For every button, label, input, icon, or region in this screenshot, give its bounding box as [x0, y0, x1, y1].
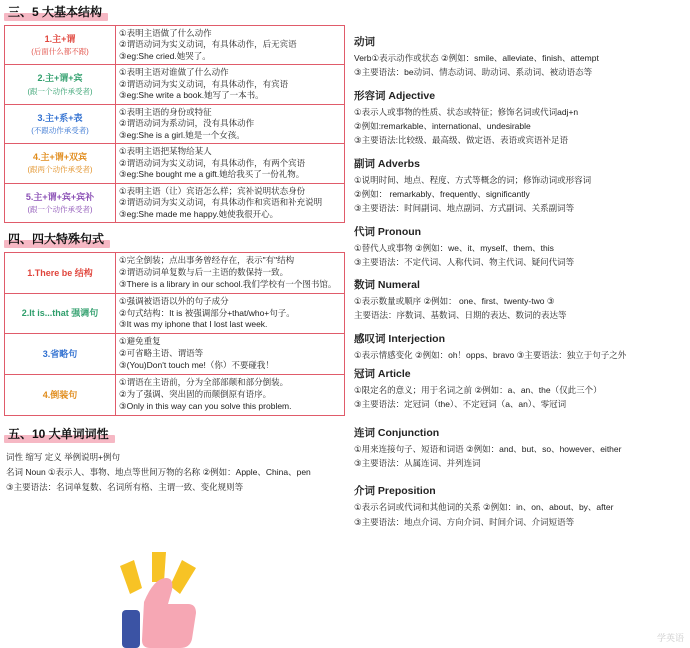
entry-line: ②例如： remarkably、frequently、significantly [354, 188, 530, 199]
entry-line: ①表示人或事物的性质、状态或特征；修饰名词或代词adj+n [354, 106, 579, 117]
table-row [5, 293, 345, 334]
entry-line: ②例如:remarkable、international、undesirable [354, 120, 531, 131]
word-classes-lead: 词性 缩写 定义 举例说明+例句 [6, 451, 121, 462]
special-sentences-table [4, 252, 345, 416]
row-content: ①谓语在主语前，分为全部部颠和部分倒装。 ②为了强调、突出固的而颠倒原有语序。 ③Only in this way can you solve this problem. [116, 375, 345, 416]
entry-interjection [354, 331, 690, 361]
entry-line: ③主要语法：be动词、情态动词、助动词、系动词、被动语态等 [354, 67, 593, 78]
right-column [352, 0, 690, 648]
entry-title: 代词 Pronoun [354, 225, 422, 238]
entry-line: ①表示数量或顺序 ②例如： one、first、twenty-two ③ [354, 296, 555, 307]
table-row [5, 104, 345, 143]
basic-structures-table [4, 25, 345, 223]
section-heading-basic-structures: 三、5 大基本结构 [4, 2, 108, 22]
entry-line: Verb①表示动作或状态 ②例如：smile、alleviate、finish、attempt [354, 53, 599, 63]
row-label: 1.There be 结构 [5, 253, 116, 294]
entry-line: 主要语法：序数词、基数词、日期的表达、数词的表达等 [354, 310, 567, 321]
thumbs-up-illustration [108, 548, 238, 648]
row-content: ①完全倒装；点出事务曾经存在，表示"有"结构 ②谓语动词单复数与后一主语的数保持一致。 ③There is a library in our school.我们学校有一个图书馆。 [116, 253, 345, 294]
entry-line: ①用来连接句子、短语和词语 ②例如：and、but、so、however、either [354, 443, 622, 454]
entry-title: 冠词 Article [354, 368, 411, 381]
entry-conjunction [354, 425, 690, 470]
row-content: ①避免重复 ②可省略主语、谓语等 ③(You)Don't touch me!（你）不要碰我！ [116, 334, 345, 375]
entry-line: ①替代人或事物 ②例如：we、it、myself、them、this [354, 242, 554, 253]
row-label: 4.倒装句 [5, 375, 116, 416]
table-row [5, 144, 345, 183]
table-row [5, 253, 345, 294]
entry-title: 介词 Preposition [354, 485, 436, 498]
entry-title: 动词 [354, 36, 375, 48]
entry-line: ①说明时间、地点、程度、方式等概念的词；修饰动词或形容词 [354, 174, 592, 185]
entry-line: ③主要语法：从属连词、并列连词 [354, 458, 481, 468]
row-content: ①表明主语对谁做了什么动作 ②谓语动词为实义动词，有具体动作，有宾语 ③eg:She write a book.她写了一本书。 [116, 65, 345, 104]
table-row [5, 26, 345, 65]
entry-preposition [354, 483, 690, 528]
entry-title: 感叹词 Interjection [354, 332, 446, 345]
entry-title: 形容词 Adjective [354, 89, 436, 102]
entry-verb [354, 34, 690, 79]
entry-line: ①表示情感变化 ②例如：oh！opps、bravo ③主要语法：独立于句子之外 [354, 349, 627, 360]
row-content: ①表明主语把某物给某人 ②谓语动词为实义动词，有具体动作，有两个宾语 ③eg:She bought me a gift.她给我买了一份礼物。 [116, 144, 345, 183]
entry-line: ①限定名的意义；用于名词之前 ②例如：a、an、the（仅此三个） [354, 385, 602, 396]
row-label: 2.It is...that 强调句 [5, 293, 116, 334]
section-heading-word-classes: 五、10 大单词词性 [4, 424, 115, 444]
row-label: 2.主+谓+宾 (跟一个动作承受者) [5, 65, 116, 104]
entry-line: ③主要语法：定冠词（the）、不定冠词（a、an）、零冠词 [354, 399, 567, 410]
entry-pronoun [354, 224, 690, 269]
entry-title: 副词 Adverbs [354, 157, 420, 170]
entry-line: ③主要语法：时间副词、地点副词、方式副词、关系副词等 [354, 203, 575, 214]
word-classes-noun-entry: 名词 Noun ①表示人、事物、地点等世间万物的名称 ②例如：Apple、China、pen [6, 466, 311, 477]
entry-title: 连词 Conjunction [354, 426, 440, 439]
row-content: ①表明主语做了什么动作 ②谓语动词为实义动词，有具体动作，后无宾语 ③eg:She cried.她哭了。 [116, 26, 345, 65]
table-row [5, 183, 345, 222]
section-heading-special-sentences: 四、四大特殊句式 [4, 229, 110, 249]
table-row [5, 334, 345, 375]
row-label: 1.主+谓 (后面什么都不跟) [5, 26, 116, 65]
row-content: ①表明主语（让）宾语怎么样；宾补说明状态身份 ②谓语动词为实义动词，有具体动作和宾语和补充说明 ③eg:She made me happy.她使我很开心。 [116, 183, 345, 222]
row-label: 3.主+系+表 (不跟动作承受者) [5, 104, 116, 143]
entry-line: ③主要语法：不定代词、人称代词、物主代词、疑问代词等 [354, 256, 575, 267]
row-label: 5.主+谓+宾+宾补 (跟一个动作承受者) [5, 183, 116, 222]
entry-numeral [354, 277, 690, 322]
entry-adjective [354, 88, 690, 147]
entry-line: ①表示名词或代词和其他词的关系 ②例如：in、on、about、by、after [354, 502, 614, 513]
row-content: ①表明主语的身份或特征 ②谓语动词为系动词，没有具体动作 ③eg:She is a girl.她是一个女孩。 [116, 104, 345, 143]
table-row [5, 375, 345, 416]
entry-title: 数词 Numeral [354, 279, 420, 292]
word-classes-noun-grammar: ③主要语法：名词单复数、名词所有格、主谓一致、变化规则等 [6, 482, 244, 493]
entry-adverb [354, 156, 690, 215]
entry-line: ③主要语法:比较级、最高级、做定语、表语或宾语补足语 [354, 135, 568, 146]
row-label: 4.主+谓+双宾 (跟两个动作承受者) [5, 144, 116, 183]
row-label: 3.省略句 [5, 334, 116, 375]
entry-article [354, 366, 690, 411]
entry-line: ③主要语法：地点介词、方向介词、时间介词、介词短语等 [354, 516, 575, 527]
row-content: ①强调被语语以外的句子成分 ②句式结构：It is 被强调部分+that/who+句子。 ③It was my iphone that I lost last week. [116, 293, 345, 334]
table-row [5, 65, 345, 104]
watermark: 学英语 [656, 633, 684, 643]
